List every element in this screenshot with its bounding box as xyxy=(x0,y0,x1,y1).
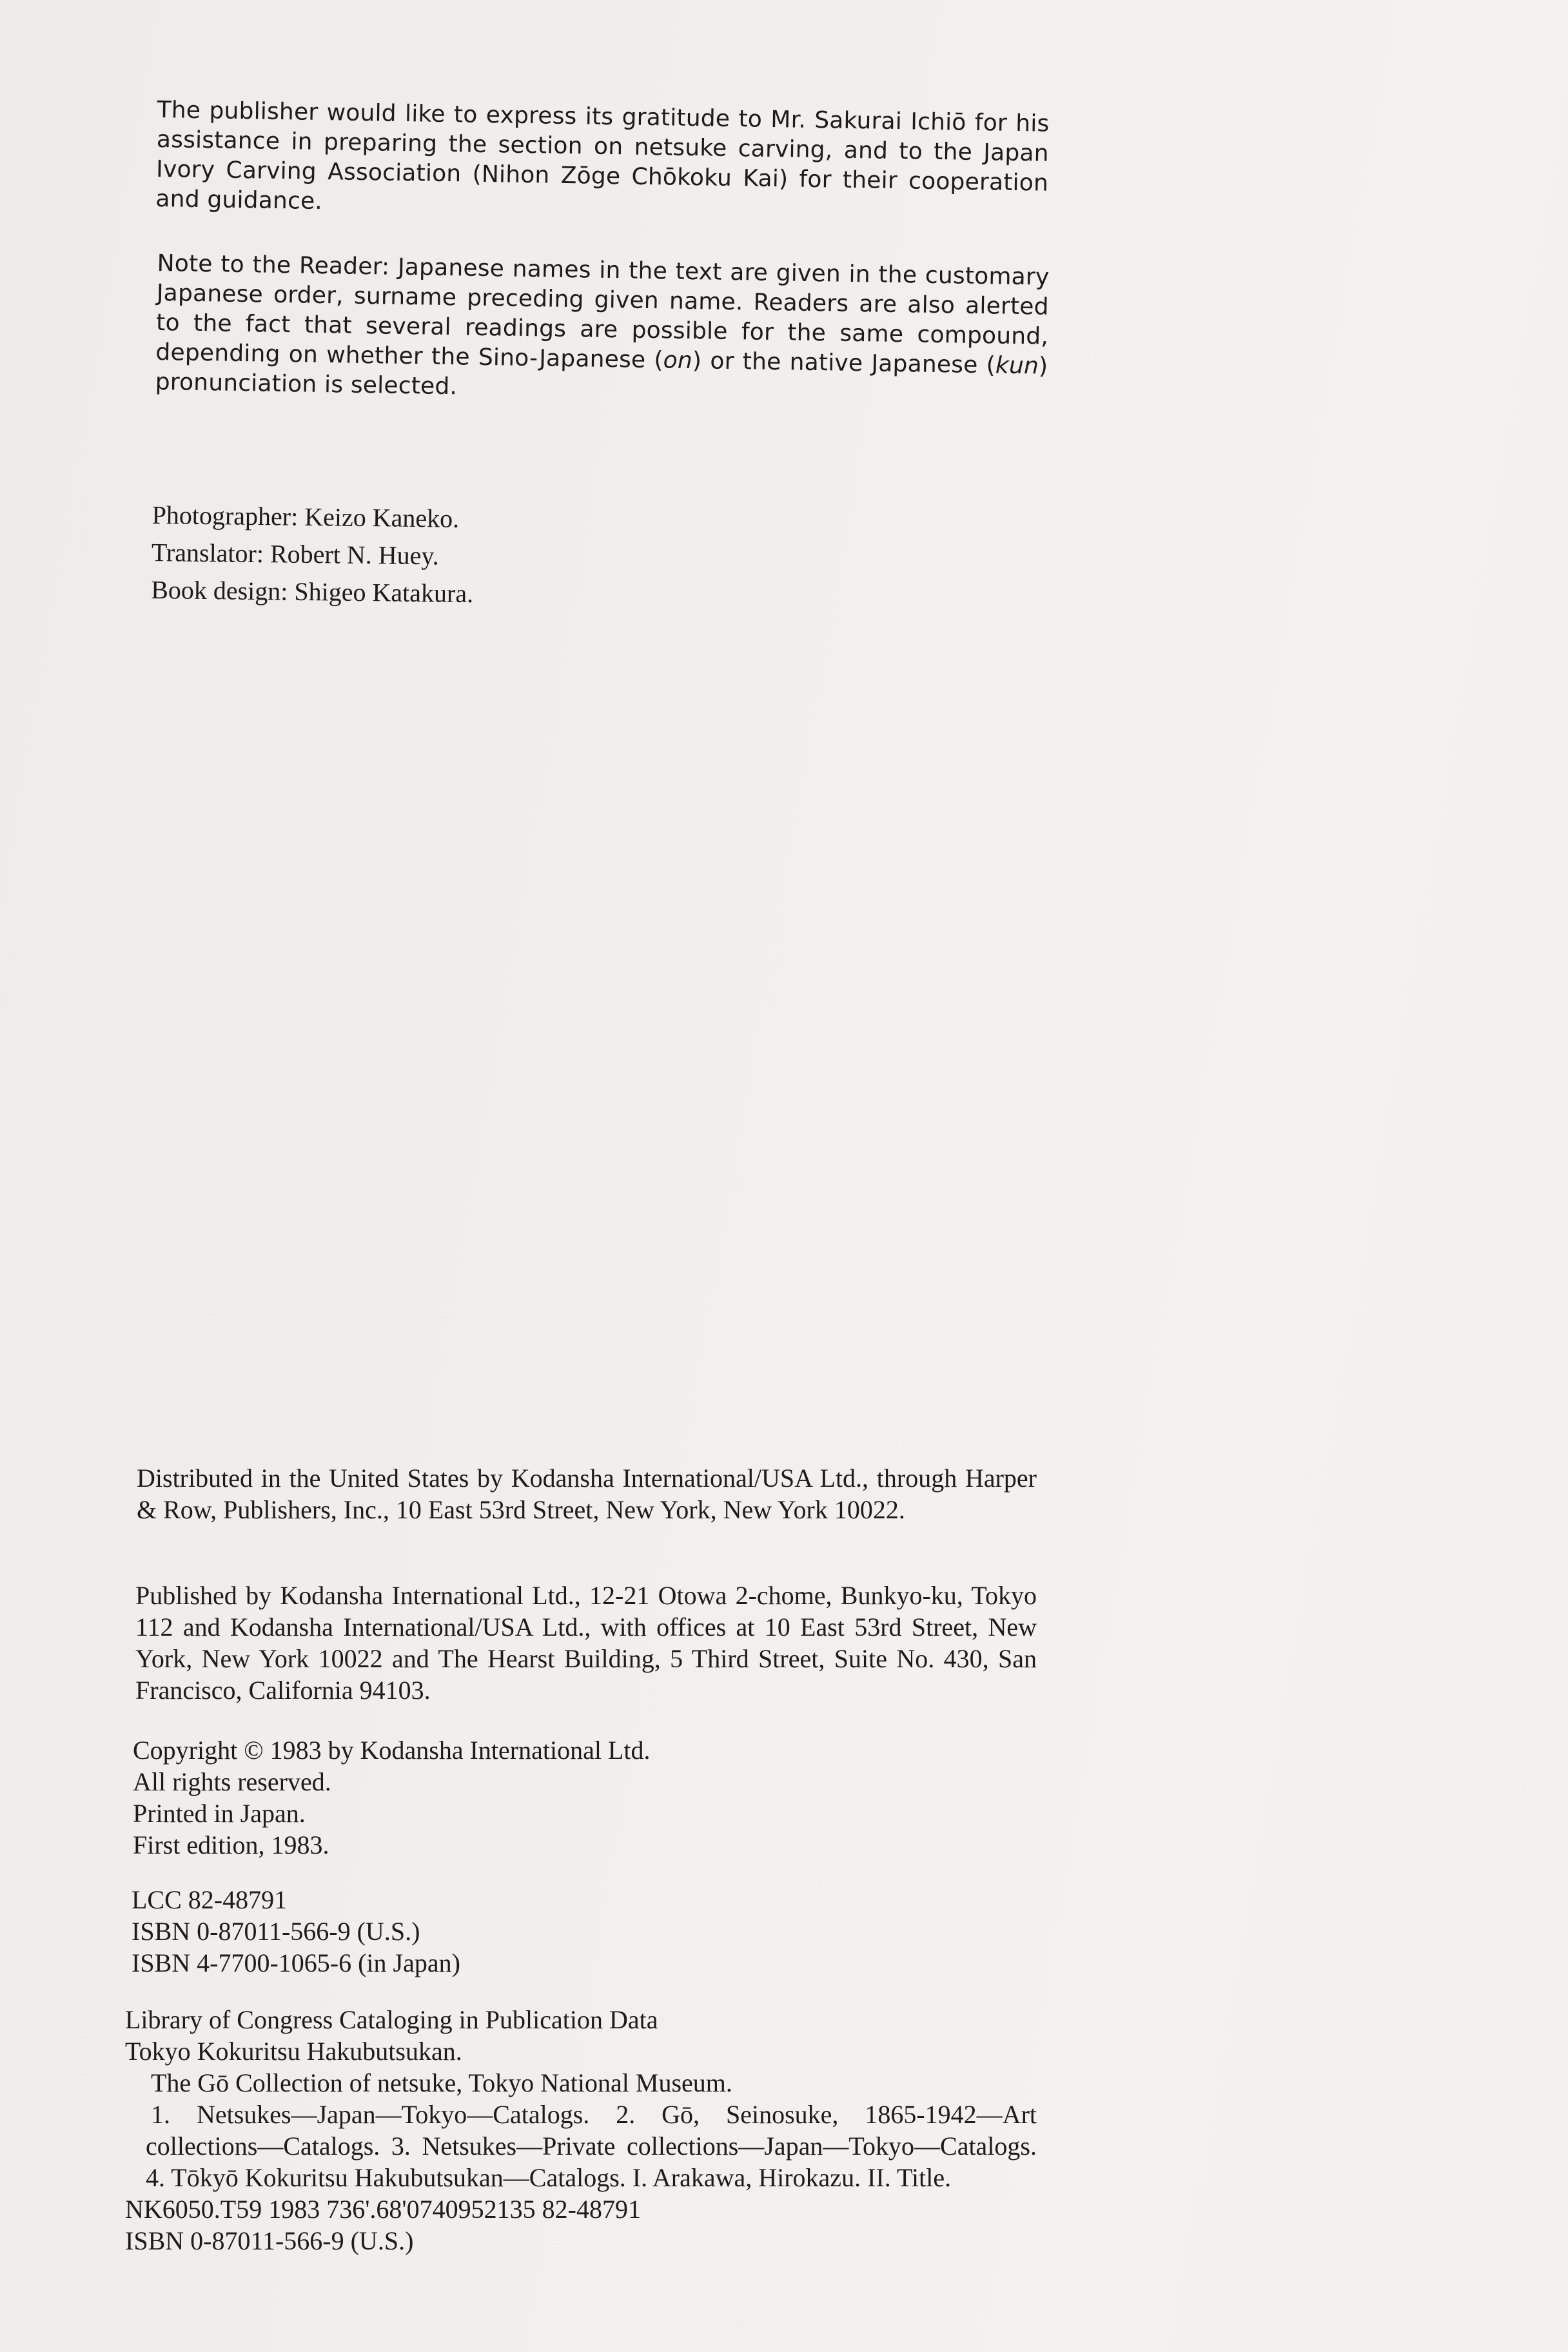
note-to-reader-paragraph xyxy=(155,249,1049,411)
note-term-on: on xyxy=(663,347,693,375)
cip-title: The Gō Collection of netsuke, Tokyo National Museum. xyxy=(151,2068,732,2097)
note-term-kun: kun xyxy=(995,352,1039,380)
acknowledgement-paragraph xyxy=(155,95,1050,228)
isbn-japan: ISBN 4-7700-1065-6 (in Japan) xyxy=(132,1948,460,1977)
note-to-reader-text xyxy=(155,249,1049,411)
printed-in: Printed in Japan. xyxy=(133,1799,306,1828)
photographer-credit: Photographer: Keizo Kaneko. xyxy=(152,500,460,533)
cip-classification: NK6050.T59 1983 736'.68'0740952135 82-48791 xyxy=(125,2195,641,2224)
copyright-block xyxy=(133,1734,1035,1861)
note-text-part-3: ) pronunciation is selected. xyxy=(155,353,1048,400)
cip-heading: Library of Congress Cataloging in Publication Data xyxy=(125,2005,658,2034)
isbn-us: ISBN 0-87011-566-9 (U.S.) xyxy=(132,1917,420,1946)
note-text-part-1: Note to the Reader: Japanese names in the text are given in the customary Japanese order, surname preceding given name. Readers are also alerted to the fact that several readings are possible for the same compound, depending on whether the Sino-Japanese ( xyxy=(155,250,1050,374)
rights-reserved: All rights reserved. xyxy=(133,1767,331,1796)
copyright-notice: Copyright © 1983 by Kodansha International Ltd. xyxy=(133,1736,651,1765)
cip-author: Tokyo Kokuritsu Hakubutsukan. xyxy=(125,2037,462,2066)
credits-block xyxy=(151,496,475,612)
edition-line: First edition, 1983. xyxy=(133,1830,329,1859)
distribution-text: Distributed in the United States by Kodansha International/USA Ltd., through Harper & Row, Publishers, Inc., 10 East 53rd Street, New York, New York 10022. xyxy=(137,1464,1037,1524)
book-design-credit: Book design: Shigeo Katakura. xyxy=(150,574,474,609)
publisher-text: Published by Kodansha International Ltd., 12-21 Otowa 2-chome, Bunkyo-ku, Tokyo 112 and Kodansha International/USA Ltd., with offices at 10 East 53rd Street, New York, New York 10022 and The Hearst Building, 5 Third Street, Suite No. 430, San Francisco, California 94103. xyxy=(135,1581,1037,1705)
publisher-paragraph xyxy=(135,1580,1037,1706)
lcc-number: LCC 82-48791 xyxy=(132,1885,288,1914)
cip-subjects: 1. Netsukes—Japan—Tokyo—Catalogs. 2. Gō, Seinosuke, 1865-1942—Art collections—Catalogs. 3. Netsukes—Private collections—Japan—Tokyo—Catalogs. 4. Tōkyō Kokuritsu Hakubutsukan—Catalogs. I. Arakawa, Hirokazu. II. Title. xyxy=(146,2100,1037,2192)
cip-block xyxy=(125,2004,1037,2257)
cip-isbn: ISBN 0-87011-566-9 (U.S.) xyxy=(125,2226,414,2255)
translator-credit: Translator: Robert N. Huey. xyxy=(151,537,440,571)
acknowledgement-text: The publisher would like to express its gratitude to Mr. Sakurai Ichiō for his assistance in preparing the section on netsuke carving, and to the Japan Ivory Carving Association (Nihon Zōge Chōkoku Kai) for their cooperation and guidance. xyxy=(155,96,1050,215)
distribution-paragraph xyxy=(137,1462,1037,1525)
identifiers-block xyxy=(132,1884,1034,1979)
note-text-part-2: ) or the native Japanese ( xyxy=(692,348,996,379)
